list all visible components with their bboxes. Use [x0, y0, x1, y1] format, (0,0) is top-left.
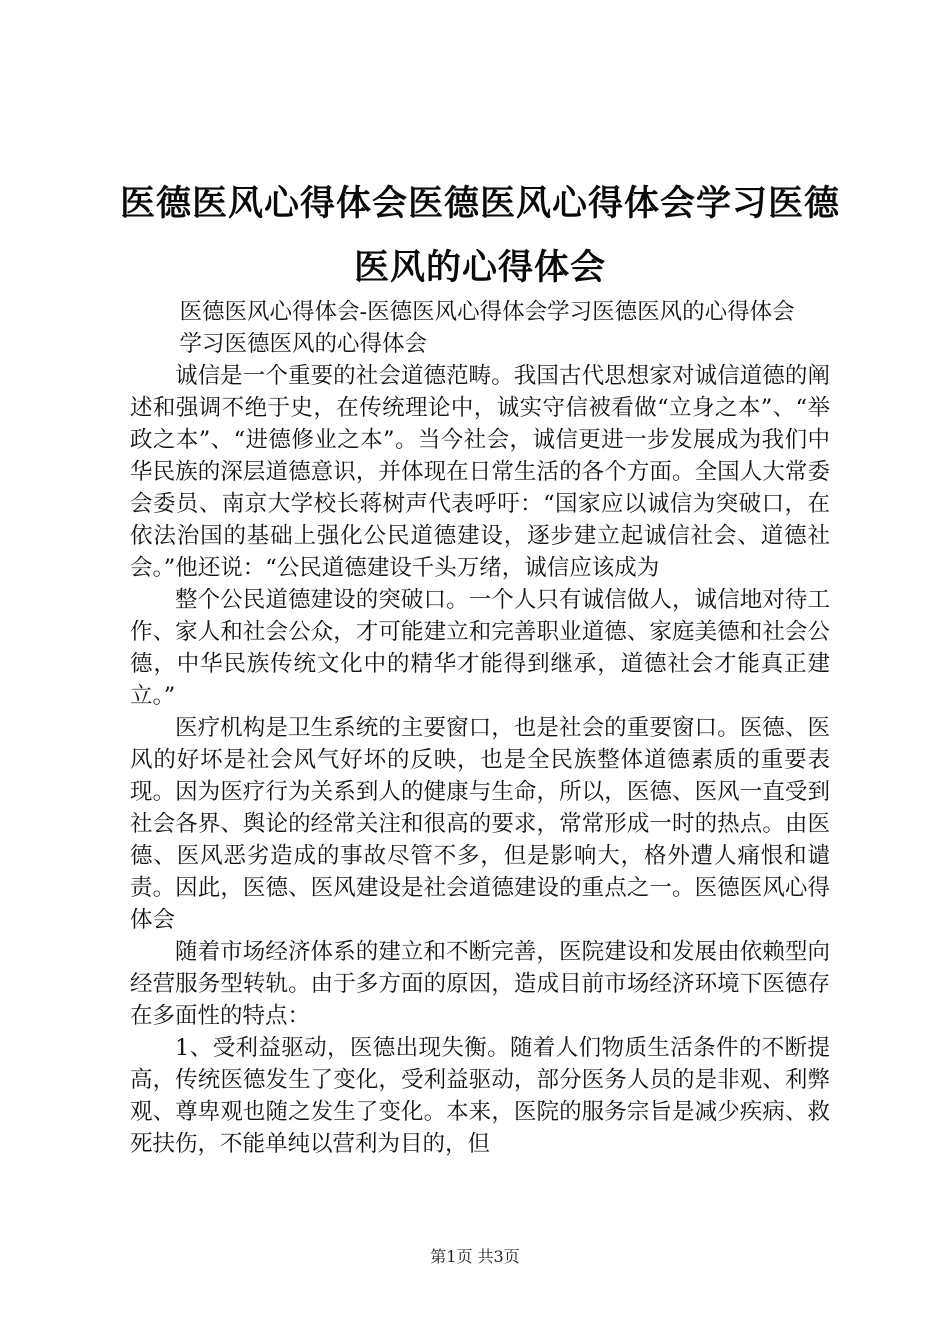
document-body — [130, 296, 830, 1160]
paragraph: 随着市场经济体系的建立和不断完善，医院建设和发展由依赖型向经营服务型转轨。由于多方面的原因，造成目前市场经济环境下医德存在多面性的特点： — [130, 939, 830, 1029]
paragraph: 1、受利益驱动，医德出现失衡。随着人们物质生活条件的不断提高，传统医德发生了变化，受利益驱动，部分医务人员的是非观、利弊观、尊卑观也随之发生了变化。本来，医院的服务宗旨是减少疾病、救死扶伤，不能单纯以营利为目的，但 — [130, 1035, 830, 1157]
paragraph: 整个公民道德建设的突破口。一个人只有诚信做人，诚信地对待工作、家人和社会公众，才可能建立和完善职业道德、家庭美德和社会公德，中华民族传统文化中的精华才能得到继承，道德社会才能真正建立。” — [130, 587, 830, 709]
page-number-footer: 第1页 共3页 — [430, 1247, 520, 1266]
paragraph: 医疗机构是卫生系统的主要窗口，也是社会的重要窗口。医德、医风的好坏是社会风气好坏的反映，也是全民族整体道德素质的重要表现。因为医疗行为关系到人的健康与生命，所以，医德、医风一直受到社会各界、舆论的经常关注和很高的要求，常常形成一时的热点。由医德、医风恶劣造成的事故尽管不多，但是影响大，格外遭人痛恨和谴责。因此，医德、医风建设是社会道德建设的重点之一。医德医风心得体会 — [130, 715, 830, 933]
paragraph: 诚信是一个重要的社会道德范畴。我国古代思想家对诚信道德的阐述和强调不绝于史，在传统理论中，诚实守信被看做“立身之本”、“举政之本”、“进德修业之本”。当今社会，诚信更进一步发展成为我们中华民族的深层道德意识，并体现在日常生活的各个方面。全国人大常委会委员、南京大学校长蒋树声代表呼吁：“国家应以诚信为突破口，在依法治国的基础上强化公民道德建设，逐步建立起诚信社会、道德社会。”他还说：“公民道德建设千头万绪，诚信应该成为 — [130, 363, 830, 581]
paragraph-subtitle: 医德医风心得体会-医德医风心得体会学习医德医风的心得体会 — [179, 299, 795, 325]
paragraph-heading: 学习医德医风的心得体会 — [179, 331, 428, 357]
document-title: 医德医风心得体会医德医风心得体会学习医德医风的心得体会 — [120, 184, 841, 288]
